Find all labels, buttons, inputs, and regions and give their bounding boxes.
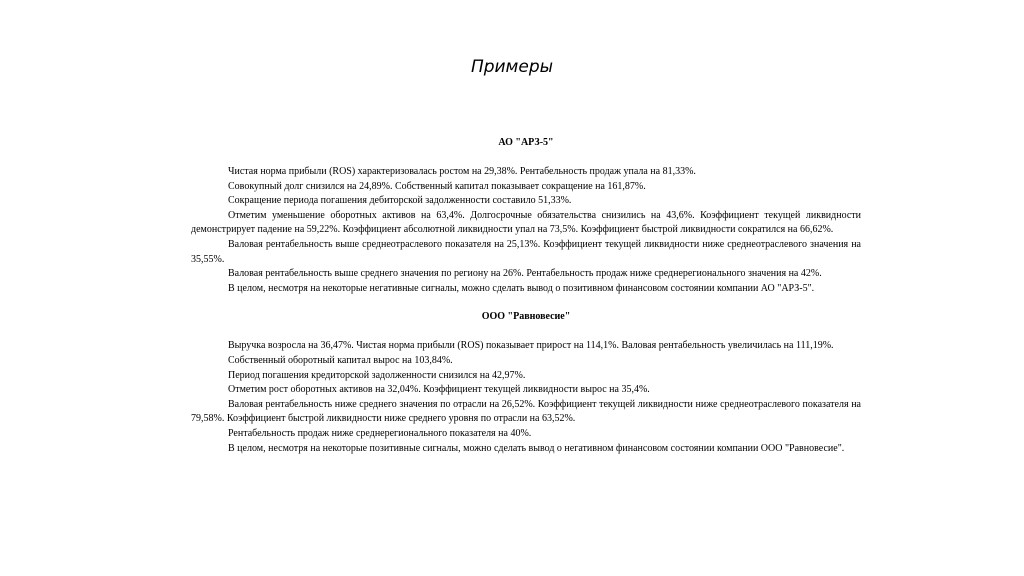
paragraph: Сокращение периода погашения дебиторской задолженности составило 51,33%. [228, 195, 572, 207]
paragraph: Валовая рентабельность выше среднеотраслевого показателя на 25,13%. Коэффициент текущей ликвидности ниже среднеотраслевого значения на 35,55%. [191, 238, 861, 265]
paragraph: Совокупный долг снизился на 24,89%. Собственный капитал показывает сокращение на 161,87%. [228, 180, 646, 192]
paragraph: Период погашения кредиторской задолженности снизился на 42,97%. [228, 369, 526, 381]
spacer [191, 325, 861, 339]
slide-title: Примеры [470, 57, 554, 77]
paragraph: Собственный оборотный капитал вырос на 103,84%. [228, 354, 453, 366]
spacer [191, 151, 861, 165]
paragraph: Валовая рентабельность выше среднего значения по региону на 26%. Рентабельность продаж ниже среднерегионального значения на 42%. [228, 268, 822, 280]
spacer [191, 296, 861, 310]
paragraph: Рентабельность продаж ниже среднерегионального показателя на 40%. [228, 427, 532, 439]
paragraph: Отметим рост оборотных активов на 32,04%. Коэффициент текущей ликвидности вырос на 35,4%. [228, 384, 650, 396]
paragraph: Чистая норма прибыли (ROS) характеризовалась ростом на 29,38%. Рентабельность продаж упала на 81,33%. [228, 166, 696, 177]
paragraph: Выручка возросла на 36,47%. Чистая норма прибыли (ROS) показывает прирост на 114,1%. Валовая рентабельность увеличилась на 111,19%. [228, 340, 834, 352]
paragraph: Валовая рентабельность ниже среднего значения по отрасли на 26,52%. Коэффициент текущей ликвидности ниже среднеотраслевого показателя на 79,58%. Коэффициент быстрой ликвидности ниже среднего уровня по отрасли на 63,52%. [191, 398, 861, 425]
company-heading: ООО "Равновесие" [481, 311, 571, 323]
paragraph: В целом, несмотря на некоторые негативные сигналы, можно сделать вывод о позитивном финансовом состоянии компании АО "АРЗ-5". [228, 282, 815, 294]
company-heading: АО "АРЗ-5" [498, 137, 554, 148]
paragraph: Отметим уменьшение оборотных активов на 63,4%. Долгосрочные обязательства снизились на 43,6%. Коэффициент текущей ликвидности демонстрирует падение на 59,22%. Коэффициент абсолютной ликвидности упал на 73,5%. Коэффициент быстрой ликвидности сократился на 66,62%. [191, 209, 861, 236]
paragraph: В целом, несмотря на некоторые позитивные сигналы, можно сделать вывод о негативном финансовом состоянии компании ООО "Равновесие". [228, 442, 845, 454]
section-arz5 [191, 136, 861, 296]
document-body [191, 136, 861, 456]
section-ravnovesie [191, 310, 861, 456]
